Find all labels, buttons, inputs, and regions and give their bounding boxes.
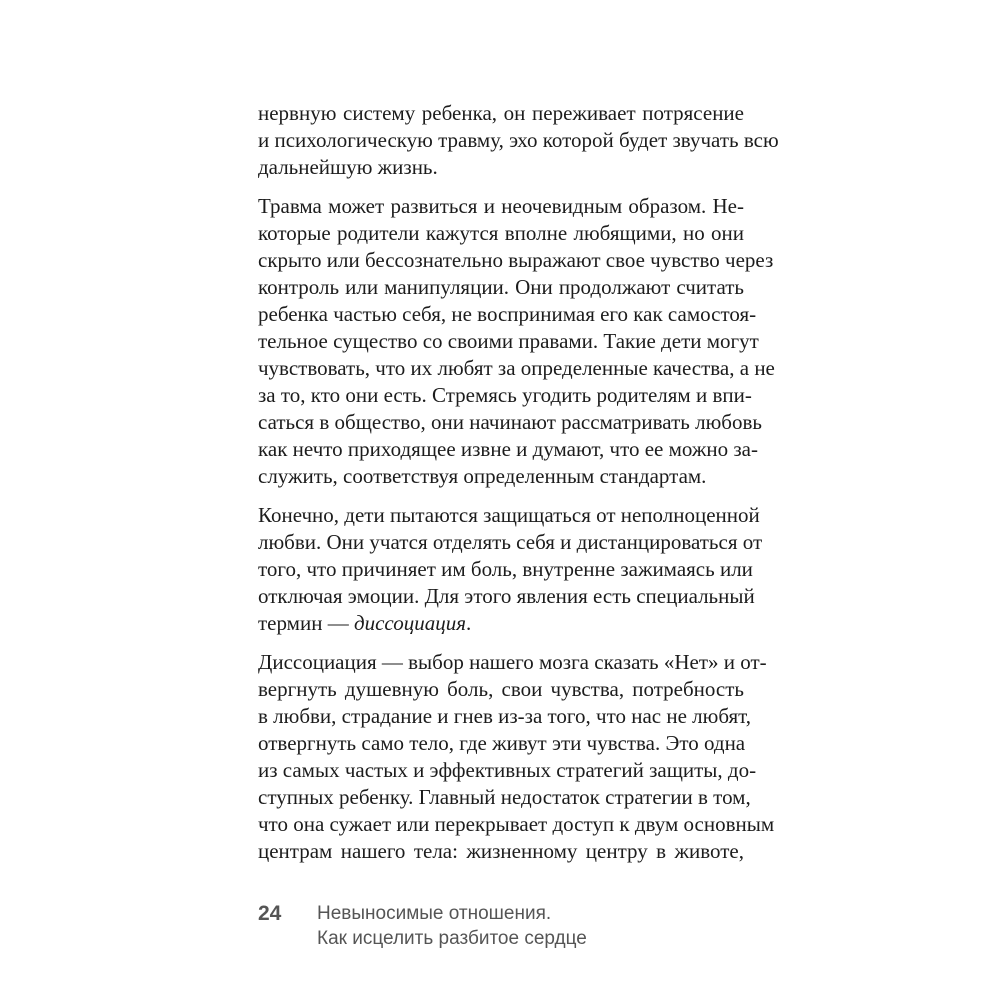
- term-dissociation: диссоциация: [353, 611, 466, 635]
- paragraph-4-line: вергнуть душевную боль, свои чувства, потребность: [258, 677, 744, 701]
- paragraph-4-line: Диссоциация — выбор нашего мозга сказать «Нет» и от-: [258, 650, 767, 674]
- paragraph-2-line: ребенка частью себя, не воспринимая его как самостоя-: [258, 302, 757, 326]
- paragraph-4-line: из самых частых и эффективных стратегий защиты, до-: [258, 758, 757, 782]
- paragraph-4-line: ступных ребенку. Главный недостаток стратегии в том,: [258, 785, 751, 809]
- paragraph-3-line: любви. Они учатся отделять себя и дистанцироваться от: [258, 530, 763, 554]
- term-prefix: термин —: [258, 611, 354, 635]
- paragraph-3-last-line: [258, 610, 744, 637]
- paragraph-2-line: чувствовать, что их любят за определенные качества, а не: [258, 356, 775, 380]
- book-title-line-1: Невыносимые отношения.: [317, 903, 552, 924]
- page-number: 24: [258, 902, 282, 925]
- paragraph-1-line: дальнейшую жизнь.: [258, 155, 438, 179]
- paragraph-4-line: центрам нашего тела: жизненному центру в животе,: [258, 839, 744, 863]
- paragraph-3-line: отключая эмоции. Для этого явления есть специальный: [258, 584, 755, 608]
- paragraph-1-line: нервную систему ребенка, он переживает потрясение: [258, 101, 744, 125]
- paragraph-2-line: Травма может развиться и неочевидным образом. Не-: [258, 194, 744, 218]
- paragraph-4-line: что она сужает или перекрывает доступ к двум основным: [258, 812, 775, 836]
- paragraph-2-line: саться в общество, они начинают рассматривать любовь: [258, 410, 762, 434]
- book-title-line-2: Как исцелить разбитое сердце: [317, 928, 587, 949]
- paragraph-2-line: за то, кто они есть. Стремясь угодить родителям и впи-: [258, 383, 752, 407]
- paragraph-1-line: и психологическую травму, эхо которой будет звучать всю: [258, 128, 779, 152]
- paragraph-3-line: Конечно, дети пытаются защищаться от неполноценной: [258, 503, 760, 527]
- paragraph-2-line: служить, соответствуя определенным стандартам.: [258, 464, 707, 488]
- paragraph-2-line: контроль или манипуляции. Они продолжают считать: [258, 275, 744, 299]
- paragraph-3-line: того, что причиняет им боль, внутренне зажимаясь или: [258, 557, 753, 581]
- paragraph-4-line: отвергнуть само тело, где живут эти чувства. Это одна: [258, 731, 746, 755]
- paragraph-2-line: которые родители кажутся вполне любящими, но они: [258, 221, 744, 245]
- paragraph-2-line: тельное существо со своими правами. Такие дети могут: [258, 329, 759, 353]
- term-suffix: .: [465, 611, 472, 635]
- page-footer: [258, 900, 744, 960]
- paragraph-2-line: как нечто приходящее извне и думают, что ее можно за-: [258, 437, 758, 461]
- paragraph-2-line: скрыто или бессознательно выражают свое чувство через: [258, 248, 774, 272]
- paragraph-4-line: в любви, страдание и гнев из-за того, что нас не любят,: [258, 704, 751, 728]
